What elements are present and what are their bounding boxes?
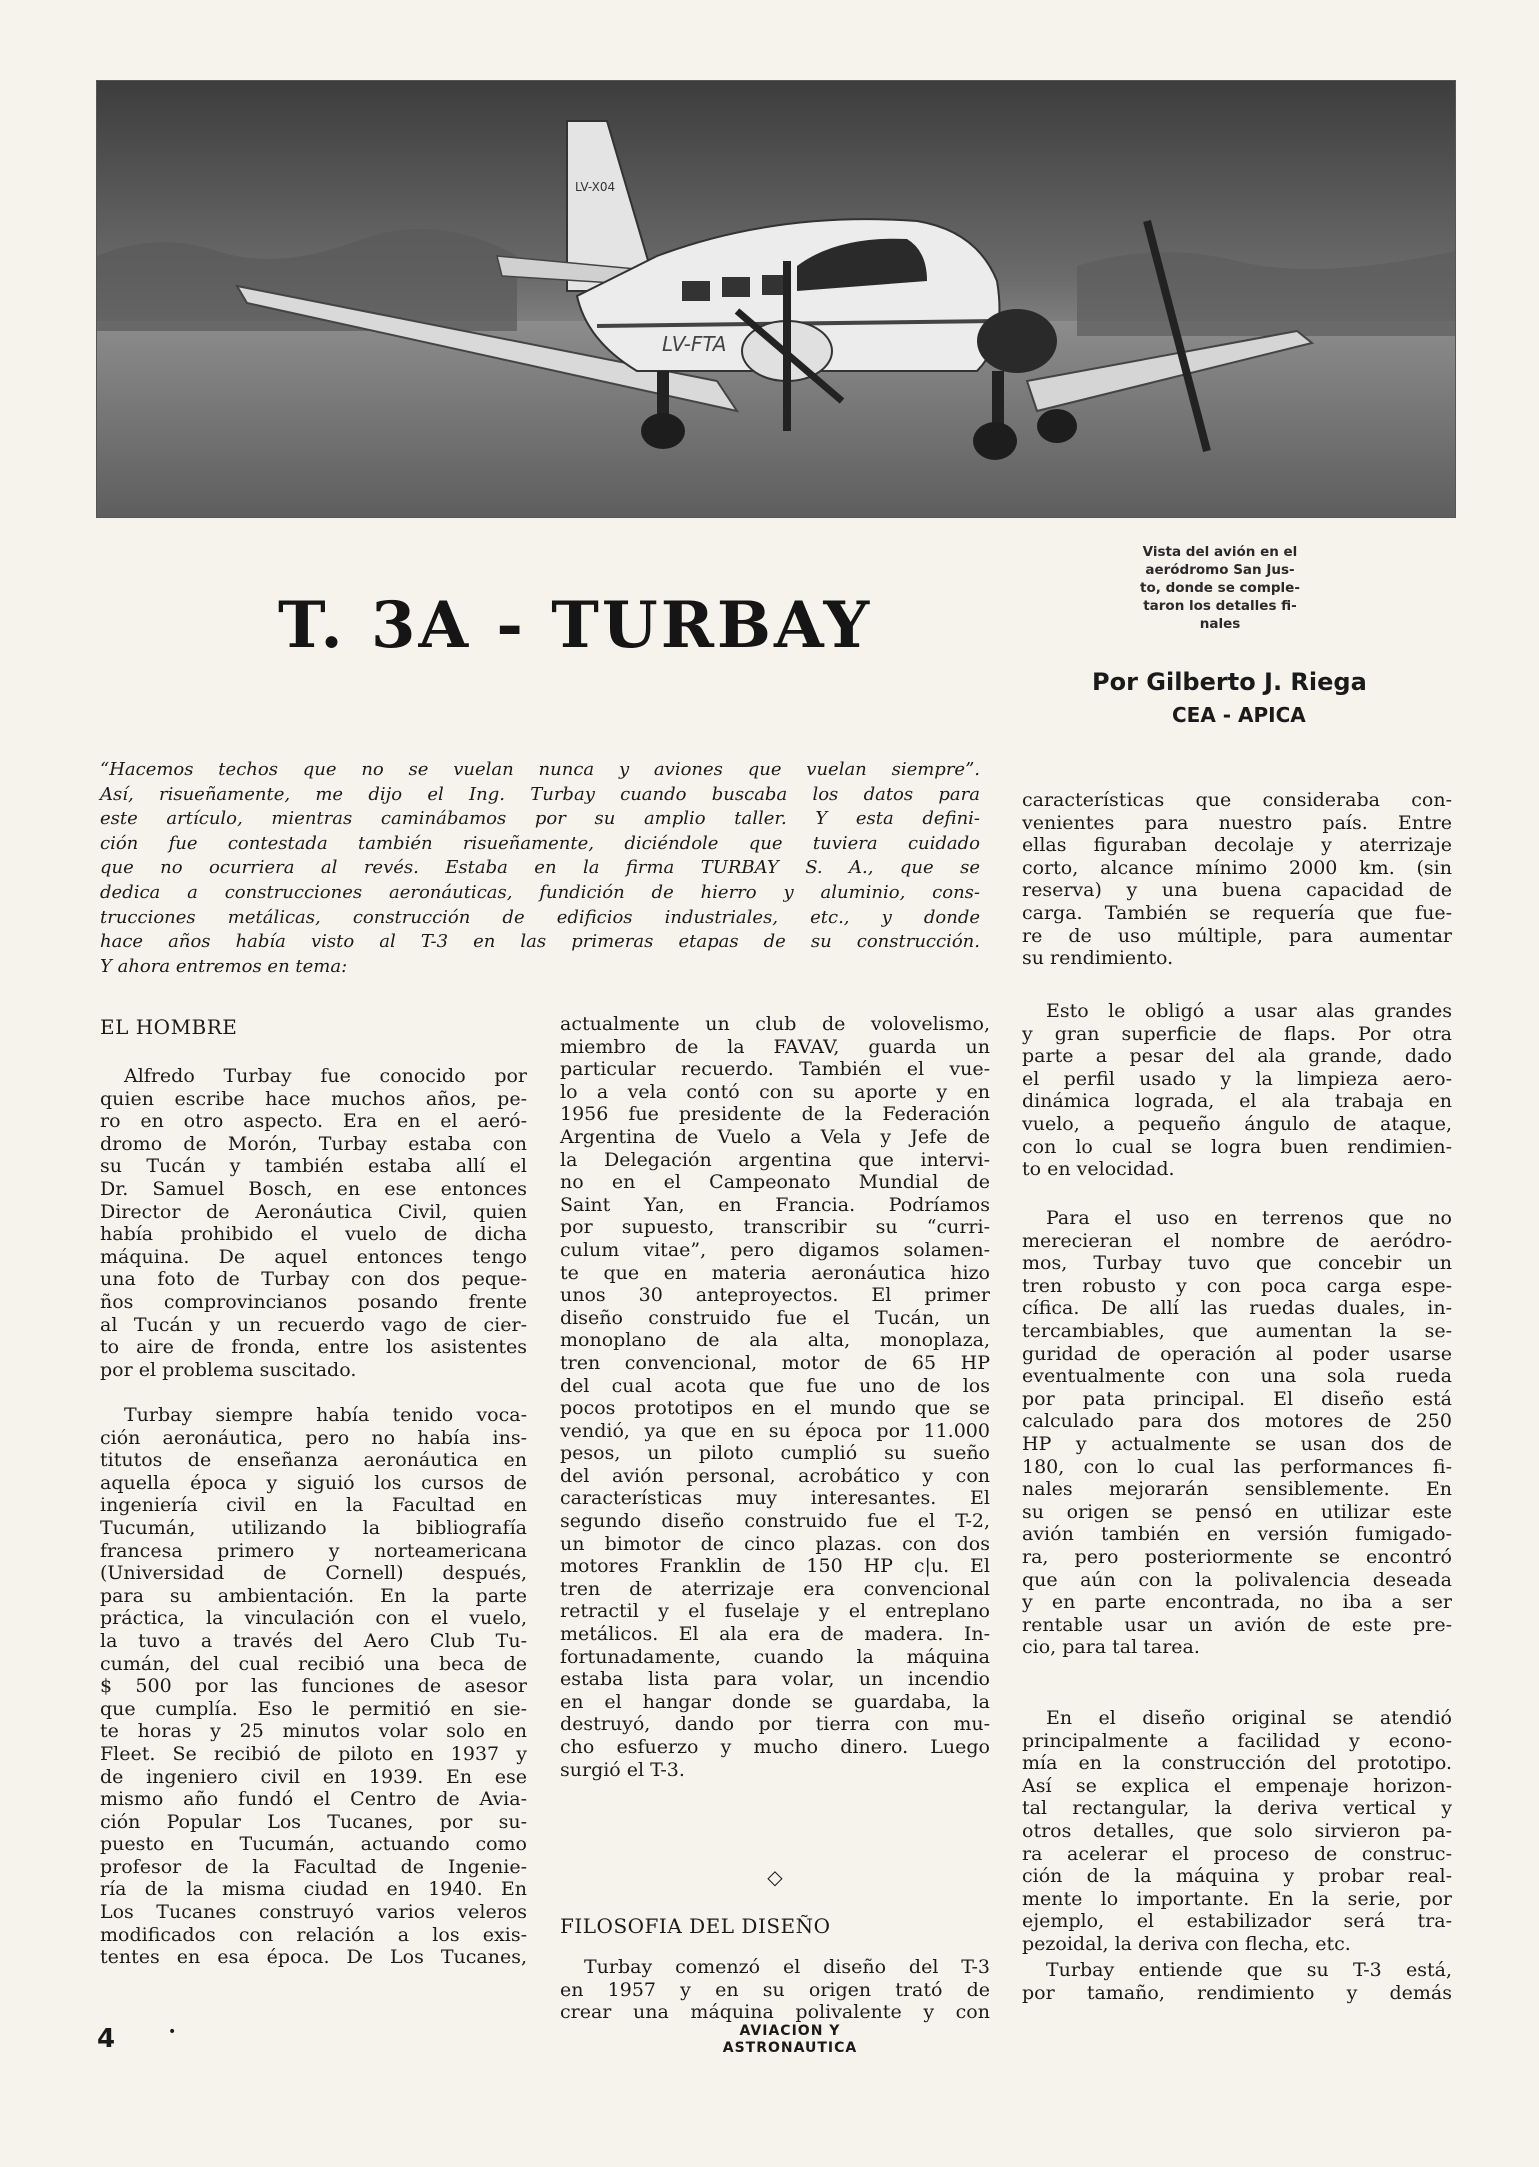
text-line: calculado para dos motores de 250 [1022,1410,1452,1433]
caption-line: Vista del avión en el [1142,544,1298,560]
text-line: retractil y el fuselaje y el entreplano [560,1600,990,1623]
text-line: to aire de fronda, entre los asistentes [100,1336,527,1359]
text-line: su rendimiento. [1022,947,1174,970]
footer-bullet-icon: • [168,2024,177,2040]
text-line: y en parte encontrada, no iba a ser [1022,1591,1452,1614]
article-title: T. 3A - TURBAY [278,588,873,663]
text-line: En el diseño original se atendió [1046,1707,1452,1729]
text-line: quien escribe hace muchos años, pe- [100,1087,527,1110]
text-line: tren convencional, motor de 65 HP [560,1351,990,1374]
article-intro [100,758,980,979]
text-line: carga. También se requería que fue- [1022,901,1452,924]
column-3-paragraph-2 [1022,1000,1452,1181]
caption-line: taron los detalles fi- [1143,598,1297,614]
text-line: destruyó, dando por tierra con mu- [560,1713,990,1736]
text-line: eventualmente con una sola rueda [1022,1365,1452,1388]
text-line: crear una máquina polivalente y con [560,2001,990,2024]
text-line: había prohibido el vuelo de dicha [100,1223,527,1246]
text-line: HP y actualmente se usan dos de [1022,1432,1452,1455]
text-line: mía en la construcción del prototipo. [1022,1752,1452,1775]
text-line: de ingeniero civil en 1939. En ese [100,1765,527,1788]
author-affiliation: CEA - APICA [1172,703,1306,727]
text-line: Para el uso en terrenos que no [1046,1207,1452,1229]
text-line: del cual acota que fue uno de los [560,1374,990,1397]
text-line: tentes en esa época. De Los Tucanes, [100,1946,527,1969]
intro-line: ción fue contestada también risueñamente, diciéndole que tuviera cuidado [100,832,980,854]
text-line: en el hangar donde se guardaba, la [560,1690,990,1713]
text-line: corto, alcance mínimo 2000 km. (sin [1022,856,1452,879]
caption-line: aeródromo San Jus- [1145,562,1295,578]
text-line: vuelo, a pequeño ángulo de ataque, [1022,1112,1452,1135]
text-line: Así se explica el empenaje horizon- [1022,1774,1452,1797]
side-registration: LV-FTA [662,332,727,356]
intro-line: trucciones metálicas, construcción de edificios industriales, etc., y donde [100,906,980,928]
text-line: particular recuerdo. También el vue- [560,1058,990,1081]
text-line: dromo de Morón, Turbay estaba con [100,1132,527,1155]
text-line: 180, con lo cual las performances fi- [1022,1455,1452,1478]
text-line: ingeniería civil en la Facultad en [100,1494,527,1517]
column-2-paragraph-2 [560,1956,990,2024]
text-line: parte a pesar del ala grande, dado [1022,1045,1452,1068]
magazine-name-line: ASTRONAUTICA [722,2040,858,2056]
intro-line: que no ocurriera al revés. Estaba en la firma TURBAY S. A., que se [100,857,980,879]
section-heading-filosofia: FILOSOFIA DEL DISEÑO [560,1914,831,1938]
text-line: diseño construido fue el Tucán, un [560,1306,990,1329]
text-line: tren robusto y con poca carga espe- [1022,1274,1452,1297]
text-line: Esto le obligó a usar alas grandes [1046,1000,1452,1022]
text-line: su origen se pensó en utilizar este [1022,1500,1452,1523]
text-line: pesos, un piloto cumplió su sueño [560,1442,990,1465]
text-line: segundo diseño construido fue el T-2, [560,1510,990,1533]
column-2-separator [560,1866,990,1889]
text-line: Turbay comenzó el diseño del T-3 [584,1956,990,1978]
intro-line: hace años había visto al T-3 en las primeras etapas de su construcción. [100,931,980,953]
text-line: características que consideraba con- [1022,789,1452,811]
text-line: unos 30 anteproyectos. El primer [560,1284,990,1307]
text-line: guridad de operación al poder usarse [1022,1342,1452,1365]
text-line: ción de la máquina y probar real- [1022,1865,1452,1888]
text-line: ellas figuraban decolaje y aterrizaje [1022,834,1452,857]
text-line: y gran superficie de flaps. Por otra [1022,1022,1452,1045]
text-line: nales mejorarán sensiblemente. En [1022,1478,1452,1501]
column-3-paragraph-4 [1022,1707,1452,1956]
text-line: al Tucán y un recuerdo vago de cier- [100,1313,527,1336]
text-line: por el problema suscitado. [100,1358,357,1381]
text-line: modificados con relación a los exis- [100,1923,527,1946]
text-line: Director de Aeronáutica Civil, quien [100,1200,527,1223]
text-line: que aún con la polivalencia deseada [1022,1568,1452,1591]
text-line: un bimotor de cinco plazas. con dos [560,1532,990,1555]
text-line: cho esfuerzo y mucho dinero. Luego [560,1736,990,1758]
text-line: ción Popular Los Tucanes, por su- [100,1810,527,1833]
text-line: surgió el T-3. [560,1758,685,1781]
text-line: su Tucán y también estaba allí el [100,1155,527,1178]
column-3-paragraph-5 [1022,1959,1452,2004]
text-line: Turbay siempre había tenido voca- [124,1404,527,1426]
text-line: el perfil usado y la limpieza aero- [1022,1067,1452,1090]
text-line: por pata principal. El diseño está [1022,1387,1452,1410]
text-line: no en el Campeonato Mundial de [560,1171,990,1194]
aircraft-photo [96,80,1456,518]
text-line: rentable usar un avión de este pre- [1022,1613,1452,1636]
text-line: tren de aterrizaje era convencional [560,1577,990,1600]
text-line: monoplano de ala alta, monoplaza, [560,1329,990,1352]
text-line: por tamaño, rendimiento y demás [1022,1981,1452,2004]
tail-registration: LV-X04 [575,180,616,194]
text-line: fortunadamente, cuando la máquina [560,1645,990,1668]
text-line: otros detalles, que solo sirvieron pa- [1022,1819,1452,1842]
text-line: actualmente un club de volovelismo, [560,1013,990,1035]
text-line: aquella época y siguió los cursos de [100,1471,527,1494]
page-number: 4 [97,2024,116,2054]
text-line: pocos prototipos en el mundo que se [560,1397,990,1420]
text-line: ejemplo, el estabilizador será tra- [1022,1910,1452,1933]
column-3-paragraph-3 [1022,1207,1452,1659]
text-line: práctica, la vinculación con el vuelo, [100,1607,527,1630]
text-line: mos, Turbay tuvo que concebir un [1022,1252,1452,1275]
text-line: ra, pero posteriormente se encontró [1022,1545,1452,1568]
caption-line: nales [1199,616,1241,632]
text-line: te que en materia aeronáutica hizo [560,1261,990,1284]
diamond-separator-icon: ◇ [767,1865,783,1889]
text-line: merecieran el nombre de aeródro- [1022,1229,1452,1252]
text-line: profesor de la Facultad de Ingenie- [100,1855,527,1878]
column-3-paragraph-1 [1022,789,1452,970]
text-line: lo a vela contó con su aporte y en [560,1080,990,1103]
column-2-paragraph-1 [560,1013,990,1781]
intro-line: Así, risueñamente, me dijo el Ing. Turbay cuando buscaba los datos para [100,783,980,805]
text-line: Fleet. Se recibió de piloto en 1937 y [100,1742,527,1765]
text-line: Alfredo Turbay fue conocido por [124,1065,527,1087]
text-line: titutos de enseñanza aeronáutica en [100,1449,527,1472]
text-line: venientes para nuestro país. Entre [1022,811,1452,834]
text-line: to en velocidad. [1022,1158,1175,1181]
text-line: cumán, del cual recibió una beca de [100,1652,527,1675]
text-line: ños comprovincianos posando frente [100,1290,527,1313]
section-heading-el-hombre: EL HOMBRE [100,1015,238,1039]
column-1-paragraph-1 [100,1065,527,1381]
text-line: Argentina de Vuelo a Vela y Jefe de [560,1125,990,1148]
text-line: ra acelerar el proceso de construc- [1022,1842,1452,1865]
intro-line: “Hacemos techos que no se vuelan nunca y aviones que vuelan siempre”. [100,759,980,780]
text-line: Tucumán, utilizando la bibliografía [100,1516,527,1539]
intro-line: dedica a construcciones aeronáuticas, fundición de hierro y aluminio, cons- [100,881,980,903]
text-line: la tuvo a través del Aero Club Tu- [100,1629,527,1652]
text-line: para su ambientación. En la parte [100,1584,527,1607]
text-line: tal rectangular, la deriva vertical y [1022,1797,1452,1820]
intro-line: Y ahora entremos en tema: [100,955,348,977]
text-line: vendió, ya que en su época por 11.000 [560,1419,990,1442]
text-line: ro en otro aspecto. Era en el aeró- [100,1110,527,1133]
text-line: principalmente a facilidad y econo- [1022,1729,1452,1752]
text-line: estaba lista para volar, un incendio [560,1668,990,1691]
text-line: máquina. De aquel entonces tengo [100,1245,527,1268]
text-line: mismo año fundó el Centro de Avia- [100,1788,527,1811]
caption-line: to, donde se comple- [1140,580,1300,596]
text-line: ría de la misma ciudad en 1940. En [100,1878,527,1901]
magazine-name-line: AVIACION Y [739,2023,841,2039]
magazine-name [690,2023,890,2057]
text-line: cio, para tal tarea. [1022,1636,1200,1659]
text-line: en 1957 y en su origen trató de [560,1978,990,2001]
text-line: pezoidal, la deriva con flecha, etc. [1022,1932,1351,1955]
aircraft-illustration [97,81,1455,517]
text-line: motores Franklin de 150 HP c|u. El [560,1555,990,1578]
text-line: avión también en versión fumigado- [1022,1523,1452,1546]
text-line: una foto de Turbay con dos peque- [100,1268,527,1291]
intro-line: este artículo, mientras caminábamos por su amplio taller. Y esta defini- [100,808,980,830]
text-line: con lo cual se logra buen rendimien- [1022,1135,1452,1158]
text-line: tercambiables, que aumentan la se- [1022,1319,1452,1342]
text-line: reserva) y una buena capacidad de [1022,879,1452,902]
text-line: mente lo importante. En la serie, por [1022,1887,1452,1910]
text-line: puesto en Tucumán, actuando como [100,1833,527,1856]
text-line: miembro de la FAVAV, guarda un [560,1035,990,1058]
text-line: del avión personal, acrobático y con [560,1464,990,1487]
text-line: la Delegación argentina que intervi- [560,1148,990,1171]
text-line: (Universidad de Cornell) después, [100,1562,527,1585]
text-line: ción aeronáutica, pero no había ins- [100,1426,527,1449]
byline: Por Gilberto J. Riega [1092,668,1367,696]
text-line: Saint Yan, en Francia. Podríamos [560,1193,990,1216]
column-1 [100,1016,527,1039]
text-line: características muy interesantes. El [560,1487,990,1510]
text-line: Dr. Samuel Bosch, en ese entonces [100,1177,527,1200]
text-line: $ 500 por las funciones de asesor [100,1675,527,1698]
text-line: Turbay entiende que su T-3 está, [1046,1959,1452,1981]
text-line: Los Tucanes construyó varios veleros [100,1901,527,1924]
text-line: te horas y 25 minutos volar solo en [100,1720,527,1743]
text-line: culum vitae”, pero digamos solamen- [560,1238,990,1261]
column-1-paragraph-2 [100,1404,527,1969]
photo-caption [1110,543,1330,633]
text-line: 1956 fue presidente de la Federación [560,1103,990,1126]
text-line: que cumplía. Eso le permitió en sie- [100,1697,527,1720]
text-line: francesa primero y norteamericana [100,1539,527,1562]
column-2-heading [560,1915,990,1938]
text-line: re de uso múltiple, para aumentar [1022,924,1452,947]
text-line: cífica. De allí las ruedas duales, in- [1022,1297,1452,1320]
text-line: dinámica lograda, el ala trabaja en [1022,1090,1452,1113]
text-line: metálicos. El ala era de madera. In- [560,1623,990,1646]
text-line: por supuesto, transcribir su “curri- [560,1216,990,1239]
